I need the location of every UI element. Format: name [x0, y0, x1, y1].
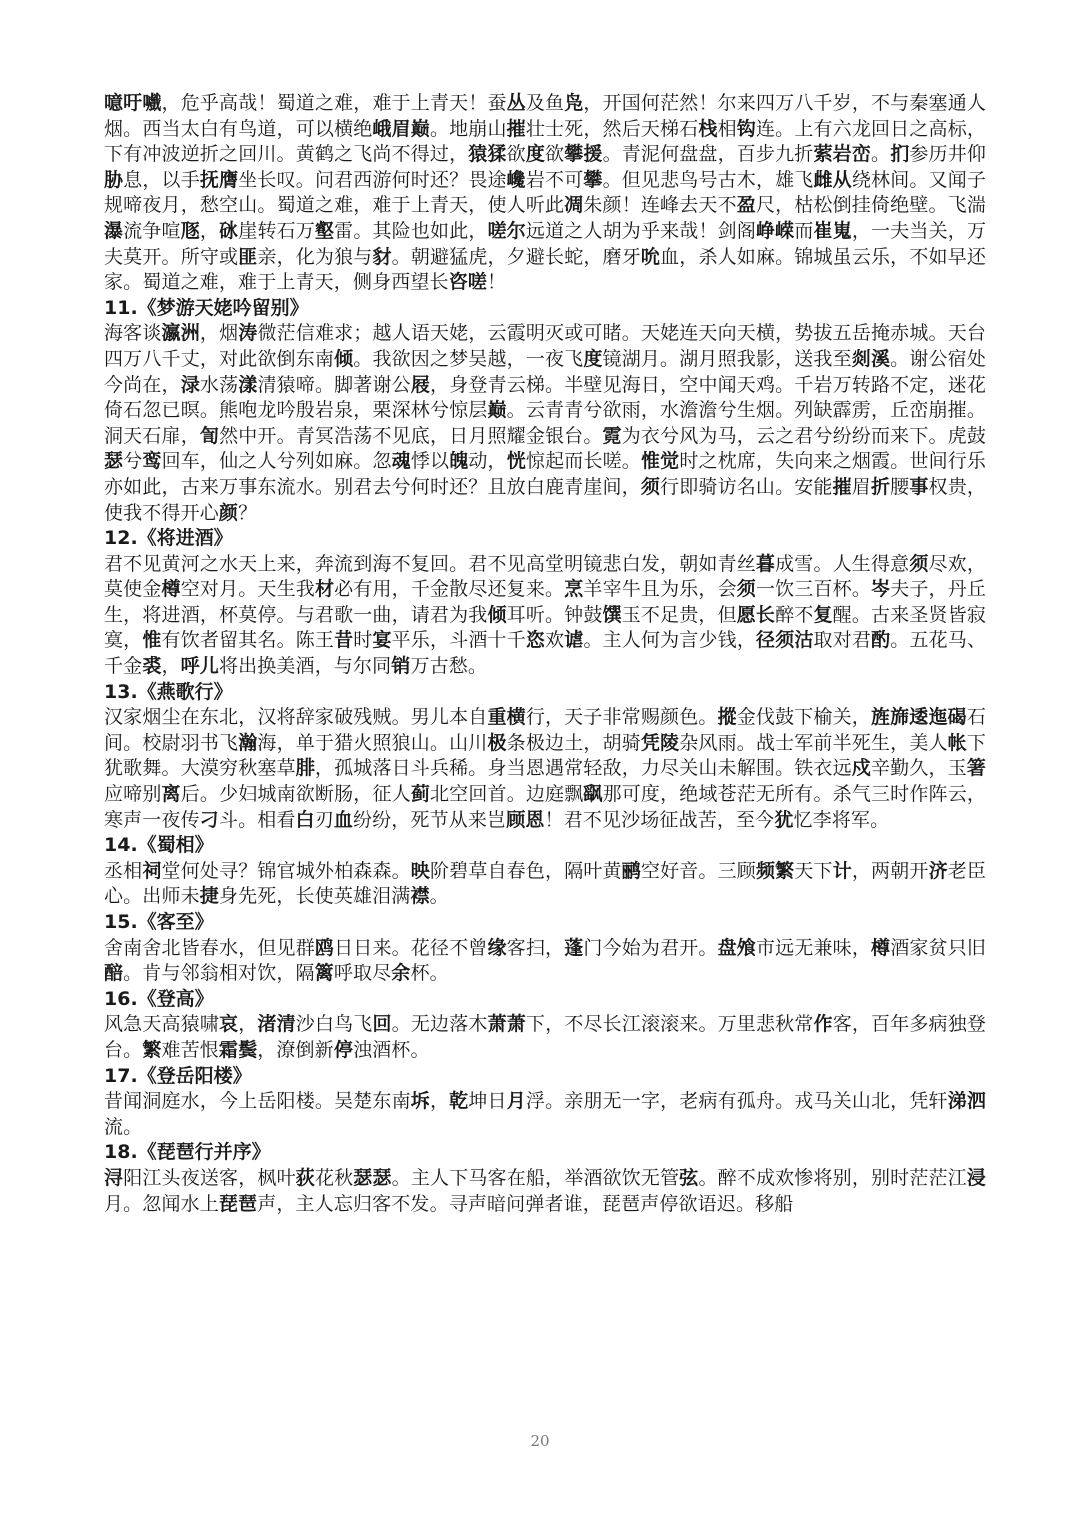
text-run: 坐长叹。问君西游何时还？畏途 — [238, 168, 507, 191]
highlighted-word: 吮 — [640, 245, 661, 268]
text-run: 浊酒杯。 — [353, 1038, 430, 1061]
text-run: 雷。其险也如此， — [334, 219, 488, 242]
text-run: 欲 — [506, 143, 526, 166]
text-run: 远道之人胡为乎来哉！剑阁 — [525, 219, 756, 242]
highlighted-word: 月 — [506, 1090, 526, 1113]
highlighted-word: 度 — [583, 347, 603, 370]
text-run: 崖转石万 — [238, 219, 315, 242]
text-run: 下，不尽长江滚滚来。万里悲秋常 — [525, 1013, 814, 1036]
text-run: 及鱼 — [525, 92, 565, 114]
poem-text — [104, 859, 986, 910]
text-run: 北空回首。边庭飘 — [430, 783, 584, 806]
text-run: ，身登青云梯。半壁见海日，空中闻天鸡。千岩万转路不定，迷花倚石忽已暝。熊咆龙吟殷岩泉，栗深林兮惊层 — [104, 373, 987, 422]
poem-text — [104, 321, 986, 526]
highlighted-word: 祠 — [142, 859, 162, 882]
highlighted-word: 醅 — [104, 962, 124, 985]
poem-heading: 14.《蜀相》 — [104, 834, 214, 857]
highlighted-word: 计 — [832, 859, 852, 882]
poem-text — [104, 1166, 986, 1217]
text-run: 空好音。三顾 — [640, 859, 756, 882]
highlighted-word: 惟 — [142, 629, 162, 652]
text-run: 取对君 — [813, 629, 872, 652]
highlighted-word: 剡溪 — [851, 347, 891, 370]
text-run: 悸以 — [410, 450, 450, 473]
text-run: 日日来。花径不曾 — [334, 936, 488, 959]
text-run: 夫子，丹丘生，将进酒，杯莫停。与君歌一曲，请君为我 — [104, 578, 987, 626]
highlighted-word: 离 — [161, 783, 181, 806]
highlighted-word: 惟觉 — [640, 450, 680, 473]
highlighted-word: 凭陵 — [640, 731, 680, 754]
highlighted-word: 瀑 — [104, 219, 124, 242]
text-run: 。云青青兮欲雨，水澹澹兮生烟。列缺霹雳，丘峦崩摧。洞天石扉， — [104, 399, 986, 447]
text-run: 朱颜！连峰去天不 — [583, 194, 737, 217]
text-run: 镜湖月。湖月照我影，送我至 — [602, 347, 852, 370]
poem-text — [104, 936, 986, 987]
highlighted-word: 血 — [333, 808, 353, 831]
highlighted-word: 繁 — [775, 859, 795, 882]
text-run: 。青泥何盘盘，百步九折 — [602, 143, 814, 166]
highlighted-word: 箸 — [966, 757, 986, 780]
document-body — [104, 91, 986, 1217]
highlighted-word: 刁 — [199, 808, 219, 831]
text-run: 亲，化为狼与 — [257, 245, 373, 268]
highlighted-word: 复 — [813, 603, 833, 626]
text-run: 身先死，长使英雄泪满 — [218, 885, 411, 908]
text-run: 那可度，绝域苍茫无所有。杀气三时作阵云，寒声一夜传 — [104, 783, 987, 831]
text-run: 绕林间。又闻子规啼夜月，愁空山。蜀道之难，难于上青天，使人听此 — [104, 168, 987, 217]
highlighted-word: 萧萧 — [487, 1013, 526, 1036]
highlighted-word: 须 — [640, 475, 661, 498]
highlighted-word: 谑 — [564, 629, 584, 652]
highlighted-word: 涕泗 — [947, 1090, 987, 1113]
text-run: 兮 — [123, 450, 143, 473]
text-run: 。主人下马客在船，举酒欲饮无管 — [391, 1166, 680, 1189]
poem-text — [104, 1012, 986, 1063]
text-run: 。醉不成欢惨将别，别时茫茫江 — [698, 1166, 967, 1189]
text-run: ， — [429, 1090, 450, 1113]
highlighted-word: 樽 — [871, 936, 891, 959]
highlighted-word: 频 — [755, 859, 776, 882]
highlighted-word: 崔嵬 — [813, 219, 852, 242]
text-run: 息，以手 — [123, 168, 200, 191]
text-run: 时之枕席，失向来之烟霞。世间行乐亦如此，古来万事东流水。别君去兮何时还？且放白鹿青崖间， — [104, 450, 987, 498]
text-run: 惊起而长嗟。 — [525, 450, 641, 473]
highlighted-word: 豗 — [180, 219, 200, 242]
text-run: 时 — [353, 629, 373, 652]
highlighted-word: 颜 — [218, 501, 239, 524]
text-run: 阶碧草自春色，隔叶黄 — [429, 859, 622, 882]
text-run: 月。忽闻水上 — [104, 1192, 219, 1215]
highlighted-word: 凫 — [564, 92, 584, 114]
highlighted-word: 坼 — [410, 1090, 430, 1113]
text-run: 堂何处寻？锦官城外柏森森。 — [161, 859, 411, 882]
highlighted-word: 腓 — [295, 757, 315, 780]
text-run: 尺，枯松倒挂倚绝壁。飞湍 — [755, 194, 986, 217]
text-run: 玉不足贵，但 — [621, 603, 737, 626]
highlighted-word: 宴 — [372, 629, 392, 652]
highlighted-word: 摧 — [506, 117, 526, 140]
text-run: ！ — [487, 271, 507, 294]
text-run: 空对月。天生我 — [180, 578, 315, 601]
text-run: 。谢公宿处今尚在， — [104, 347, 986, 396]
text-run: ，一夫当关，万夫莫开。所守或 — [104, 219, 987, 268]
text-run: 。无边落木 — [391, 1013, 488, 1036]
highlighted-word: 径须沽 — [756, 629, 814, 652]
text-run: ， — [161, 655, 181, 678]
highlighted-word: 昔 — [334, 629, 354, 652]
text-run: 必有用，千金散尽还复来。 — [334, 578, 565, 601]
poem-heading: 16.《登高》 — [104, 987, 214, 1010]
text-run: 回车，仙之人兮列如麻。忽 — [161, 450, 392, 473]
highlighted-word: 栈 — [698, 117, 718, 140]
text-run: ，两朝开 — [851, 859, 929, 882]
text-run: 平乐，斗酒十千 — [391, 629, 526, 652]
highlighted-word: 豺 — [372, 245, 392, 268]
highlighted-word: 繁 — [142, 1038, 162, 1061]
text-run: ，烟 — [199, 322, 239, 345]
text-run: 耳听。钟鼓 — [506, 603, 603, 626]
text-run: 斗。相看 — [218, 808, 296, 831]
text-run: 风急天高猿啸 — [104, 1013, 220, 1036]
poem-heading: 12.《将进酒》 — [104, 527, 233, 550]
poem-text — [104, 1089, 986, 1140]
highlighted-word: 荻 — [295, 1166, 315, 1189]
highlighted-word: 霜鬓 — [218, 1038, 258, 1061]
highlighted-word: 裘 — [142, 655, 162, 678]
text-run: 君不见黄河之水天上来，奔流到海不复回。君不见高堂明镜悲白发，朝如青丝 — [104, 552, 756, 575]
highlighted-word: 抚膺 — [199, 168, 239, 191]
highlighted-word: 巉 — [506, 168, 526, 191]
text-run: 醉不 — [775, 603, 814, 626]
text-run: 流争喧 — [123, 219, 181, 242]
text-run: 行，天子非常赐颜色。 — [525, 706, 718, 729]
highlighted-word: 瀛洲 — [161, 322, 200, 345]
highlighted-word: 魂 — [391, 450, 411, 473]
highlighted-word: 回 — [372, 1013, 392, 1036]
highlighted-word: 弦 — [679, 1166, 699, 1189]
highlighted-word: 匪 — [238, 245, 258, 268]
text-run: 尽欢，莫使金 — [104, 552, 986, 601]
text-run: 。肯与邻翁相对饮，隔 — [123, 962, 315, 985]
highlighted-word: 恍 — [506, 450, 526, 473]
highlighted-word: 琵琶 — [218, 1192, 258, 1215]
text-run: 昔闻洞庭水，今上岳阳楼。吴楚东南 — [104, 1090, 411, 1113]
poem-heading: 13.《燕歌行》 — [104, 680, 233, 703]
text-run: 浮。亲朋无一字，老病有孤舟。戎马关山北，凭轩 — [525, 1090, 948, 1113]
highlighted-word: 须 — [736, 578, 756, 601]
text-run: 市远无兼味， — [755, 936, 872, 959]
highlighted-word: 乾 — [449, 1090, 469, 1113]
highlighted-word: 蓟 — [410, 783, 430, 806]
page-number: 20 — [530, 1432, 550, 1450]
text-run: 然中开。青冥浩荡不见底，日月照耀金银台。 — [219, 424, 603, 447]
highlighted-word: 瑟 — [104, 450, 124, 473]
text-run: 声，主人忘归客不发。寻声暗问弹者谁，琵琶声停欲语迟。移船 — [257, 1192, 794, 1215]
highlighted-word: 材 — [314, 578, 335, 601]
highlighted-word: 摧 — [832, 475, 852, 498]
highlighted-word: 重横 — [487, 706, 526, 729]
text-run: 客扫， — [506, 936, 565, 959]
text-run: 坤日 — [468, 1090, 507, 1113]
poem-heading: 18.《琵琶行并序》 — [104, 1141, 271, 1164]
highlighted-word: 白 — [295, 808, 315, 831]
highlighted-word: 岑 — [871, 578, 891, 601]
text-run: ，孤城落日斗兵稀。身当恩遇常轻敌，力尽关山未解围。铁衣远 — [314, 757, 852, 780]
highlighted-word: 峨眉巅 — [372, 117, 430, 140]
text-run: 羊宰牛且为乐，会 — [583, 578, 737, 601]
text-run: 刃 — [314, 808, 334, 831]
highlighted-word: 倾 — [334, 347, 354, 370]
text-run: ？ — [238, 501, 258, 524]
text-run: 。朝避猛虎，夕避长蛇，磨牙 — [391, 245, 641, 268]
highlighted-word: 度 — [525, 143, 546, 166]
highlighted-word: 顾恩 — [506, 808, 545, 831]
text-run: 。主人何为言少钱， — [583, 629, 757, 652]
highlighted-word: 雌从 — [813, 168, 852, 191]
highlighted-word: 极 — [487, 731, 507, 754]
highlighted-word: 峥嵘 — [756, 219, 795, 242]
text-run: 后。少妇城南欲断肠，征人 — [180, 783, 411, 806]
text-run: 杂风雨。战士军前半死生，美人 — [679, 731, 948, 754]
highlighted-word: 余 — [391, 962, 411, 985]
text-run: 下犹歌舞。大漠穷秋塞草 — [104, 731, 987, 780]
text-run: ！君不见沙场征战苦，至今 — [544, 808, 775, 831]
text-run: 难苦恨 — [161, 1038, 219, 1061]
text-run: 参历井仰 — [909, 143, 987, 166]
highlighted-word: 砯 — [219, 219, 239, 242]
text-run: 阳江头夜送客，枫叶 — [123, 1166, 296, 1189]
text-run: 为衣兮风为马，云之君兮纷纷而来下。虎鼓 — [621, 424, 986, 447]
text-run: 腰 — [890, 475, 910, 498]
highlighted-word: 呼儿 — [180, 655, 219, 678]
highlighted-word: 戍 — [851, 757, 871, 780]
highlighted-word: 钩 — [736, 117, 756, 140]
highlighted-word: 胁 — [104, 168, 124, 191]
text-run: 岩不可 — [525, 168, 584, 191]
text-run: 醒。古来圣贤皆寂寞， — [104, 603, 987, 652]
text-run: 应啼别 — [104, 783, 162, 806]
text-run: 。我欲因之梦吴越，一夜飞 — [353, 347, 584, 370]
text-run: 万古愁。 — [410, 655, 488, 678]
text-run: ，潦倒新 — [257, 1038, 334, 1061]
highlighted-word: 蓬 — [564, 936, 584, 959]
text-run: 舍南舍北皆春水，但见群 — [104, 936, 315, 959]
text-run: 连。上有六龙回日之高标，下有冲波逆折之回川。黄鹤之飞尚不得过， — [104, 117, 987, 166]
text-run: 。地崩山 — [429, 117, 507, 140]
text-run: 。 — [429, 885, 449, 908]
text-run: 杯。 — [410, 962, 449, 985]
text-run: 天下 — [794, 859, 833, 882]
text-run: 金伐鼓下榆关， — [736, 706, 871, 729]
highlighted-word: 霓 — [602, 424, 622, 447]
text-run: ， — [199, 219, 220, 242]
text-run: 呼取尽 — [333, 962, 392, 985]
text-run: 忆李将军。 — [793, 808, 890, 831]
highlighted-word: 攀援 — [564, 143, 603, 166]
highlighted-word: 魄 — [449, 450, 469, 473]
text-run: 一饮三百杯。 — [755, 578, 872, 601]
highlighted-word: 折 — [870, 475, 891, 498]
text-run: 海客谈 — [104, 322, 162, 345]
text-run: 。 — [871, 143, 891, 166]
text-run: 石间。校尉羽书飞 — [104, 706, 986, 754]
highlighted-word: 瑟瑟 — [353, 1166, 392, 1189]
text-run: 微茫信难求；越人语天姥，云霞明灭或可睹。天姥连天向天横，势拔五岳掩赤城。天台四万八千丈，对此欲倒东南 — [104, 322, 987, 370]
highlighted-word: 帐 — [947, 731, 967, 754]
text-run: 动， — [468, 450, 507, 473]
text-run: 行即骑访名山。安能 — [660, 475, 833, 498]
highlighted-word: 映 — [410, 859, 430, 882]
highlighted-word: 旌旆逶迤碣 — [870, 706, 967, 729]
highlighted-word: 济 — [928, 859, 948, 882]
highlighted-word: 巅 — [487, 399, 507, 422]
text-run: 老臣心。出师未 — [104, 859, 987, 908]
text-run: 相 — [717, 117, 737, 140]
highlighted-word: 恣 — [525, 629, 546, 652]
highlighted-word: 扪 — [890, 143, 910, 166]
text-run: ，开国何茫然！尔来四万八千岁，不与秦塞通人烟。西当太白有鸟道，可以横绝 — [104, 92, 987, 140]
highlighted-word: 鹂 — [621, 859, 641, 882]
text-run: 血，杀人如麻。锦城虽云乐，不如早还家。蜀道之难，难于上青天，侧身西望长 — [104, 245, 987, 294]
text-run: 花秋 — [314, 1166, 354, 1189]
text-run: 沙白鸟飞 — [295, 1013, 373, 1036]
text-run: 清猿啼。脚著谢公 — [257, 373, 411, 396]
highlighted-word: 犹 — [774, 808, 794, 831]
highlighted-word: 停 — [333, 1038, 353, 1061]
text-run: 丞相 — [104, 859, 143, 882]
highlighted-word: 瀚 — [238, 731, 258, 754]
text-run: 。五花马、千金 — [104, 629, 987, 678]
text-run: 条极边土，胡骑 — [506, 731, 641, 754]
highlighted-word: 鸥 — [314, 936, 335, 959]
text-run: 成雪。人生得意 — [775, 552, 910, 575]
highlighted-word: 盈 — [736, 194, 756, 217]
text-run: 汉家烟尘在东北，汉将辞家破残贼。男儿本自 — [104, 706, 488, 729]
poem-heading: 17.《登岳阳楼》 — [104, 1064, 252, 1087]
text-run: 。但见悲鸟号古木，雄飞 — [602, 168, 814, 191]
poem-text — [104, 91, 986, 296]
highlighted-word: 壑 — [314, 219, 335, 242]
text-run: ， — [238, 1013, 258, 1036]
text-run: 欲 — [545, 143, 565, 166]
highlighted-word: 摐 — [717, 706, 737, 729]
text-run: 辛勤久，玉 — [870, 757, 967, 780]
highlighted-word: 攀 — [583, 168, 603, 191]
highlighted-word: 须 — [909, 552, 929, 575]
highlighted-word: 馔 — [602, 603, 622, 626]
highlighted-word: 渌 — [180, 373, 200, 396]
highlighted-word: 作 — [813, 1013, 833, 1036]
highlighted-word: 涛 — [238, 322, 258, 345]
highlighted-word: 屐 — [410, 373, 431, 396]
highlighted-word: 萦岩峦 — [813, 143, 871, 166]
highlighted-word: 浔 — [104, 1166, 124, 1189]
highlighted-word: 鸾 — [142, 450, 162, 473]
highlighted-word: 篱 — [314, 962, 334, 985]
highlighted-word: 哀 — [219, 1013, 239, 1036]
highlighted-word: 猿猱 — [468, 143, 507, 166]
highlighted-word: 酌 — [871, 629, 891, 652]
highlighted-word: 樽 — [161, 578, 181, 601]
text-run: 门今始为君开。 — [583, 936, 718, 959]
highlighted-word: 飖 — [583, 783, 603, 806]
highlighted-word: 愿长 — [736, 603, 776, 626]
poem-heading: 15.《客至》 — [104, 911, 214, 933]
poem-text — [104, 705, 986, 833]
highlighted-word: 倾 — [487, 603, 507, 626]
text-run: 酒家贫只旧 — [890, 936, 987, 959]
text-run: 纷纷，死节从来岂 — [353, 808, 507, 831]
text-run: 权贵，使我不得开心 — [104, 475, 987, 524]
highlighted-word: 渚清 — [257, 1013, 296, 1036]
highlighted-word: 襟 — [410, 885, 430, 908]
highlighted-word: 暮 — [755, 552, 776, 575]
highlighted-word: 盘飧 — [717, 936, 756, 959]
highlighted-word: 噫吁嚱 — [104, 92, 162, 114]
highlighted-word: 漾 — [238, 373, 258, 396]
highlighted-word: 事 — [909, 475, 929, 498]
highlighted-word: 浸 — [966, 1166, 987, 1189]
text-run: 海，单于猎火照狼山。山川 — [257, 731, 488, 754]
text-run: 水荡 — [199, 373, 239, 396]
highlighted-word: 捷 — [199, 885, 219, 908]
highlighted-word: 訇 — [199, 424, 220, 447]
poem-text — [104, 552, 986, 680]
text-run: 壮士死，然后天梯石 — [525, 117, 699, 140]
highlighted-word: 咨嗟 — [448, 271, 488, 294]
text-run: 有饮者留其名。陈王 — [161, 629, 335, 652]
text-run: 流。 — [104, 1115, 143, 1138]
poem-heading: 11.《梦游天姥吟留别》 — [104, 296, 309, 319]
text-run: 欢 — [545, 629, 565, 652]
highlighted-word: 凋 — [564, 194, 584, 217]
text-run: 将出换美酒，与尔同 — [218, 655, 392, 678]
text-run: ，危乎高哉！蜀道之难，难于上青天！蚕 — [161, 92, 507, 114]
highlighted-word: 丛 — [506, 92, 526, 114]
text-run: 而 — [794, 219, 814, 242]
highlighted-word: 销 — [391, 655, 411, 678]
highlighted-word: 嗟尔 — [487, 219, 526, 242]
highlighted-word: 缘 — [487, 936, 507, 959]
highlighted-word: 烹 — [564, 578, 584, 601]
text-run: 客，百年多病独登台。 — [104, 1013, 987, 1061]
text-run: 眉 — [851, 475, 871, 498]
